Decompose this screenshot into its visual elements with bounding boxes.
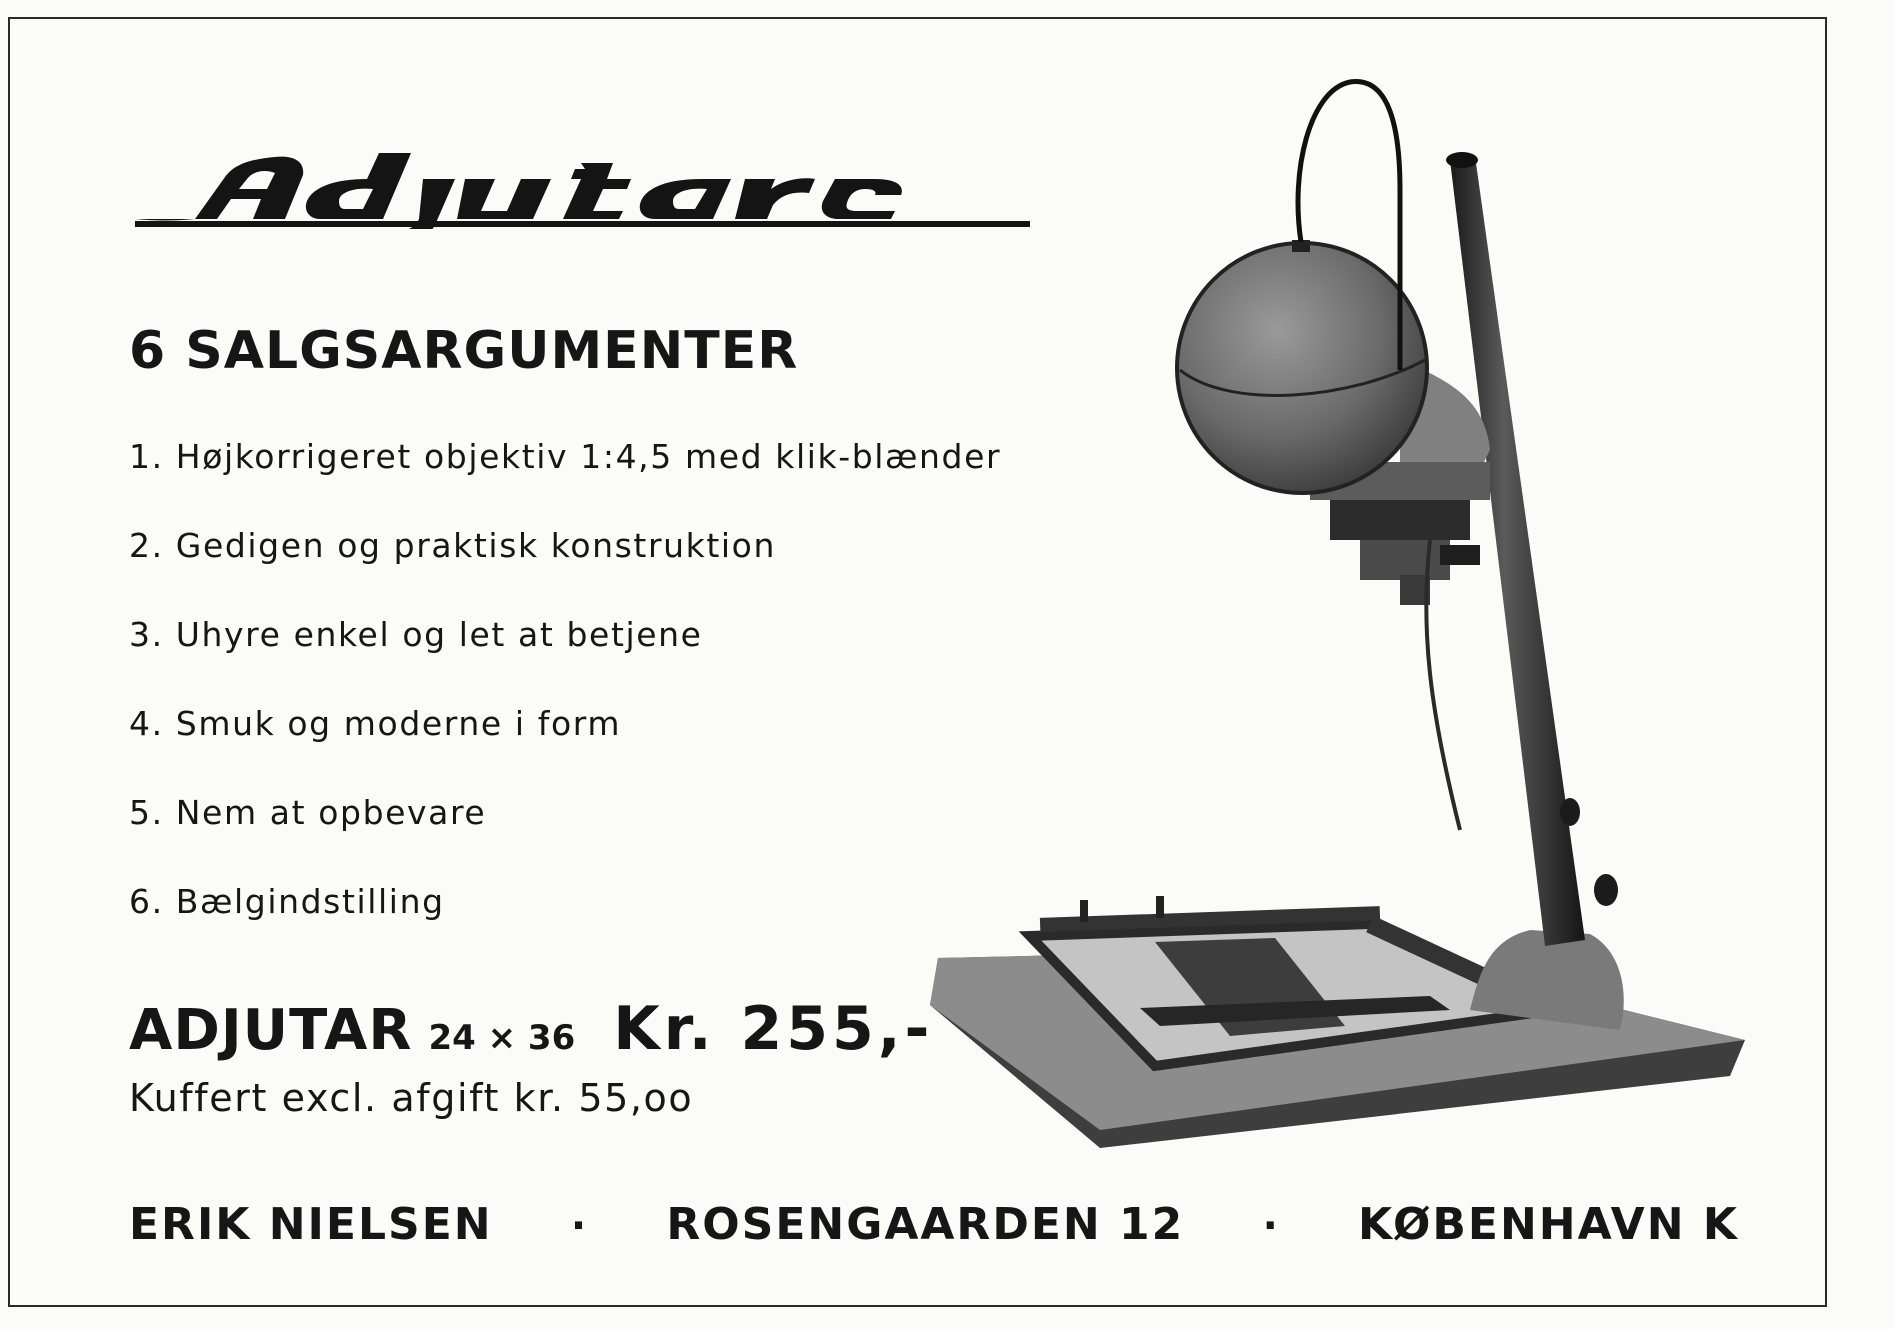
separator-dot: · [1262, 1203, 1280, 1249]
list-item: 1. Højkorrigeret objektiv 1:4,5 med klik-blænder [129, 437, 1002, 476]
selling-points-list [129, 437, 1001, 971]
list-item: 3. Uhyre enkel og let at betjene [129, 615, 703, 654]
footer-address [129, 1199, 1739, 1250]
heading: 6 SALGSARGUMENTER [129, 321, 799, 381]
model-name: ADJUTAR [129, 998, 413, 1063]
list-item: 4. Smuk og moderne i form [129, 704, 622, 743]
company-name: ERIK NIELSEN [129, 1199, 493, 1250]
price: Kr. 255,- [613, 994, 934, 1064]
enlarger-photo [930, 70, 1750, 1160]
price-line [129, 994, 933, 1064]
separator-dot: · [570, 1203, 589, 1249]
street-address: ROSENGAARDEN 12 [666, 1199, 1185, 1250]
model-size: 24 × 36 [428, 1018, 576, 1058]
adjutar-logo-art [135, 149, 1030, 229]
list-item: 6. Bælgindstilling [129, 882, 445, 921]
list-item: 2. Gedigen og praktisk konstruktion [129, 526, 776, 565]
adjutar-logo [135, 149, 1030, 229]
list-item: 5. Nem at opbevare [129, 793, 487, 832]
city: KØBENHAVN K [1358, 1199, 1739, 1250]
case-note: Kuffert excl. afgift kr. 55,oo [129, 1076, 694, 1120]
enlarger-illustration [930, 70, 1750, 1160]
